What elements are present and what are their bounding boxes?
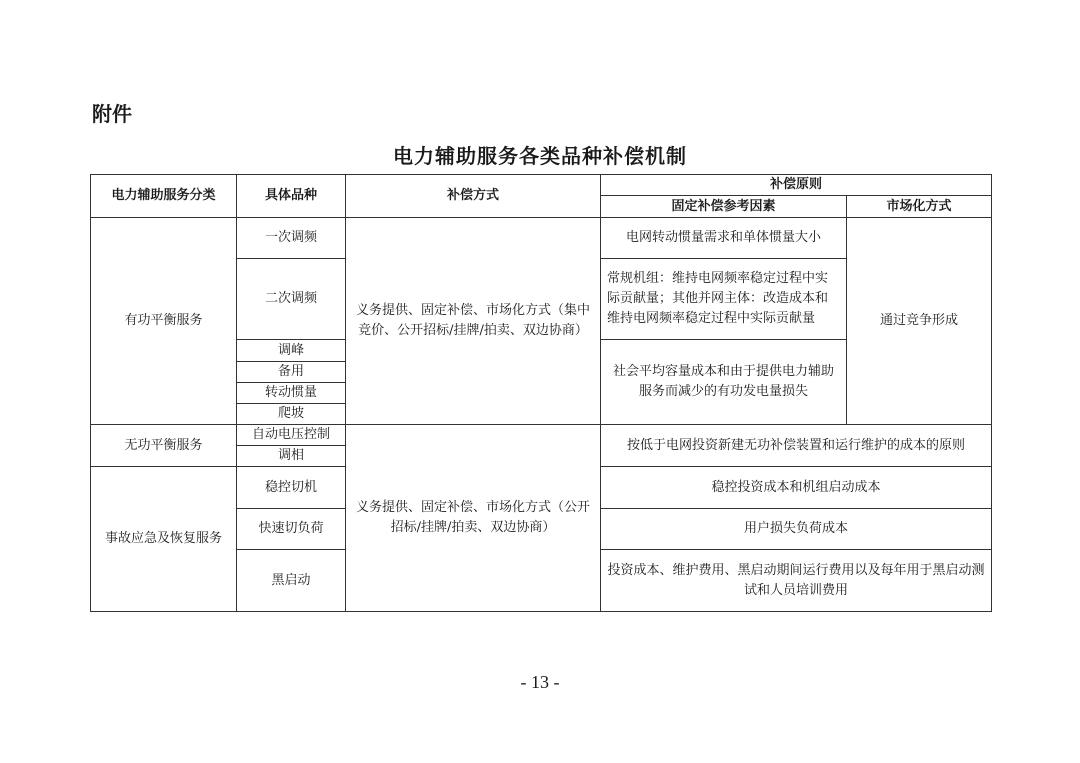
variety-black-start: 黑启动 — [237, 550, 346, 612]
attachment-label: 附件 — [92, 102, 132, 126]
method-active-power: 义务提供、固定补偿、市场化方式（集中竞价、公开招标/挂牌/拍卖、双边协商） — [346, 218, 601, 425]
variety-secondary-frequency: 二次调频 — [237, 259, 346, 340]
variety-inertia: 转动惯量 — [237, 383, 346, 404]
header-method: 补偿方式 — [346, 175, 601, 218]
header-variety: 具体品种 — [237, 175, 346, 218]
variety-reserve: 备用 — [237, 362, 346, 383]
header-market-way: 市场化方式 — [847, 196, 992, 218]
header-category: 电力辅助服务分类 — [91, 175, 237, 218]
principle-reactive-power: 按低于电网投资新建无功补偿装置和运行维护的成本的原则 — [601, 425, 992, 467]
category-reactive-power: 无功平衡服务 — [91, 425, 237, 467]
category-active-power: 有功平衡服务 — [91, 218, 237, 425]
header-fixed-factors: 固定补偿参考因素 — [601, 196, 847, 218]
method-reactive-emergency: 义务提供、固定补偿、市场化方式（公开招标/挂牌/拍卖、双边协商） — [346, 425, 601, 612]
compensation-table — [90, 174, 992, 612]
variety-phase-modulation: 调相 — [237, 446, 346, 467]
factor-secondary-frequency: 常规机组：维持电网频率稳定过程中实际贡献量；其他并网主体：改造成本和维持电网频率稳定过程中实际贡献量 — [601, 259, 847, 340]
factor-primary-frequency: 电网转动惯量需求和单体惯量大小 — [601, 218, 847, 259]
market-way-active-power: 通过竞争形成 — [847, 218, 992, 425]
document-title: 电力辅助服务各类品种补偿机制 — [393, 144, 687, 168]
factor-peak-reserve: 社会平均容量成本和由于提供电力辅助服务而减少的有功发电量损失 — [601, 340, 847, 425]
principle-black-start: 投资成本、维护费用、黑启动期间运行费用以及每年用于黑启动测试和人员培训费用 — [601, 550, 992, 612]
variety-fast-load-shedding: 快速切负荷 — [237, 509, 346, 550]
variety-primary-frequency: 一次调频 — [237, 218, 346, 259]
principle-fast-load-shedding: 用户损失负荷成本 — [601, 509, 992, 550]
principle-stability-control: 稳控投资成本和机组启动成本 — [601, 467, 992, 509]
header-principle: 补偿原则 — [601, 175, 992, 196]
category-emergency: 事故应急及恢复服务 — [91, 467, 237, 612]
page-number: - 13 - — [520, 672, 560, 692]
variety-ramping: 爬坡 — [237, 404, 346, 425]
variety-peak-shaving: 调峰 — [237, 340, 346, 362]
variety-avc: 自动电压控制 — [237, 425, 346, 446]
variety-stability-control: 稳控切机 — [237, 467, 346, 509]
